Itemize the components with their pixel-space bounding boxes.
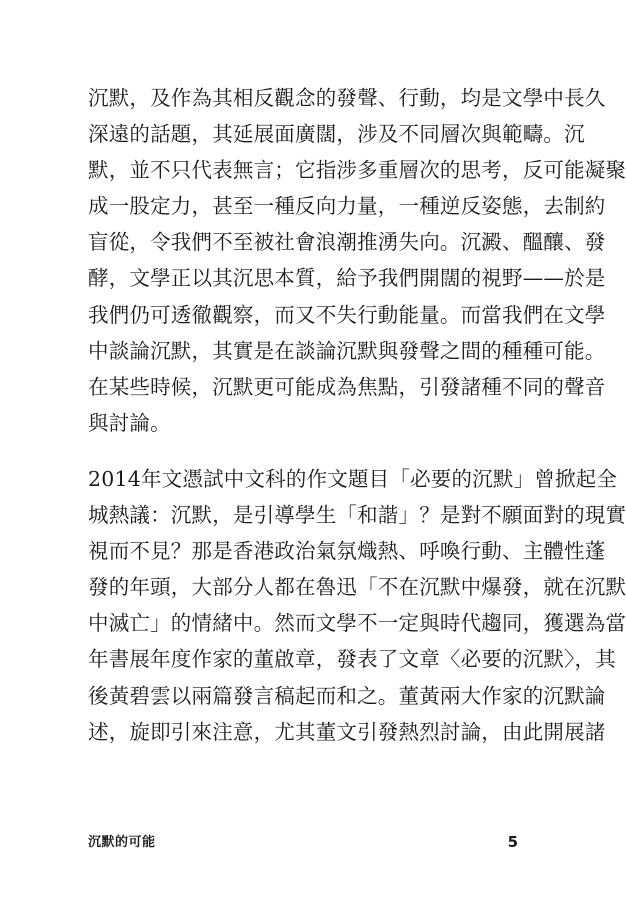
page-number: 5 [507, 833, 518, 851]
text-line: 2014年文憑試中文科的作文題目「必要的沉默」曾掀起全 [88, 467, 618, 491]
text-line: 城熱議：沉默，是引導學生「和諧」？是對不願面對的現實 [88, 503, 626, 528]
text-line: 在某些時候，沉默更可能成為焦點，引發諸種不同的聲音 [88, 374, 606, 399]
text-line: 默，並不只代表無言；它指涉多重層次的思考，反可能凝聚 [88, 158, 626, 183]
text-line: 視而不見？那是香港政治氣氛熾熱、呼喚行動、主體性蓬 [88, 539, 606, 564]
text-line: 年書展年度作家的董啟章，發表了文章〈必要的沉默〉，其 [88, 647, 616, 672]
text-line: 與討論。 [88, 410, 171, 435]
text-line: 述，旋即引來注意，尤其董文引發熱烈討論，由此開展諸 [88, 719, 606, 744]
text-line: 深遠的話題，其延展面廣闊，涉及不同層次與範疇。沉 [88, 122, 585, 147]
running-footer-title: 沉默的可能 [88, 835, 156, 850]
text-line: 後黃碧雲以兩篇發言稿起而和之。董黃兩大作家的沉默論 [88, 683, 606, 708]
text-line: 中談論沉默，其實是在談論沉默與發聲之間的種種可能。 [88, 338, 606, 363]
paragraph-2 [88, 461, 626, 750]
text-line: 酵，文學正以其沉思本質，給予我們開闊的視野——於是 [88, 266, 606, 291]
text-line: 中滅亡」的情緒中。然而文學不一定與時代趨同，獲選為當 [88, 611, 626, 636]
text-line: 盲從，令我們不至被社會浪潮推湧失向。沉澱、醞釀、發 [88, 230, 606, 255]
paragraph-1 [88, 80, 626, 441]
text-line: 發的年頭，大部分人都在魯迅「不在沉默中爆發，就在沉默 [88, 575, 626, 600]
text-line: 沉默，及作為其相反觀念的發聲、行動，均是文學中長久 [88, 86, 606, 110]
text-line: 我們仍可透徹觀察，而又不失行動能量。而當我們在文學 [88, 302, 606, 327]
text-line: 成一股定力，甚至一種反向力量，一種逆反姿態，去制約 [88, 194, 606, 219]
